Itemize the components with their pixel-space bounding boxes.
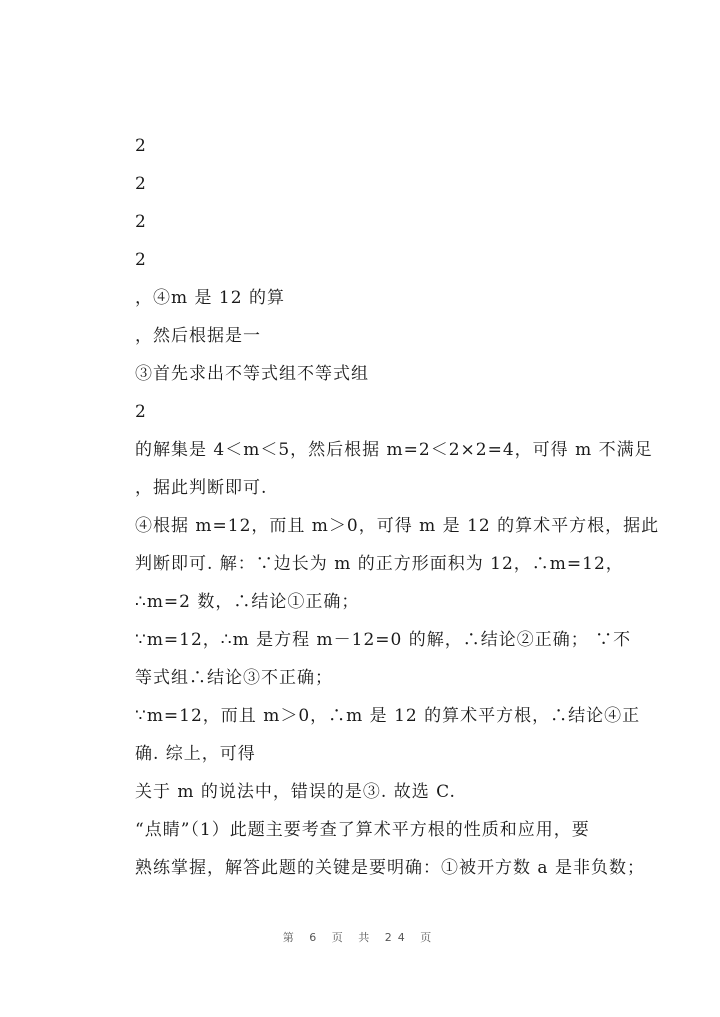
text-line: 2 bbox=[135, 174, 147, 194]
text-line: ③首先求出不等式组不等式组 bbox=[135, 364, 369, 384]
text-line: 2 bbox=[135, 212, 147, 232]
text-line: 2 bbox=[135, 250, 147, 270]
text-line: 的解集是 4＜m＜5，然后根据 m=2＜2×2=4，可得 m 不满足 bbox=[135, 440, 653, 460]
text-line: ，然后根据是一 bbox=[135, 326, 261, 346]
text-line: ④根据 m=12，而且 m＞0，可得 m 是 12 的算术平方根，据此 bbox=[135, 516, 660, 536]
text-line: 2 bbox=[135, 136, 147, 156]
text-line: 熟练掌握，解答此题的关键是要明确：①被开方数 a 是非负数； bbox=[135, 858, 645, 878]
text-line: ，据此判断即可. bbox=[135, 478, 268, 498]
text-line: 等式组∴结论③不正确； bbox=[135, 668, 333, 688]
text-line: “点睛”（1）此题主要考查了算术平方根的性质和应用，要 bbox=[135, 820, 590, 840]
text-line: ∵m=12，∴m 是方程 m－12=0 的解，∴结论②正确； ∵不 bbox=[135, 630, 632, 650]
text-line: ∵m=12，而且 m＞0，∴m 是 12 的算术平方根，∴结论④正 bbox=[135, 706, 641, 726]
text-line: ，④m 是 12 的算 bbox=[135, 288, 285, 308]
text-line: 关于 m 的说法中，错误的是③. 故选 C. bbox=[135, 782, 456, 802]
text-line: 2 bbox=[135, 402, 147, 422]
text-line: 判断即可. 解：∵边长为 m 的正方形面积为 12，∴m=12， bbox=[135, 554, 624, 574]
text-line: ∴m=2 数，∴结论①正确； bbox=[135, 592, 360, 612]
page-footer: 第 6 页 共 24 页 bbox=[282, 931, 438, 944]
text-line: 确. 综上，可得 bbox=[135, 744, 256, 764]
